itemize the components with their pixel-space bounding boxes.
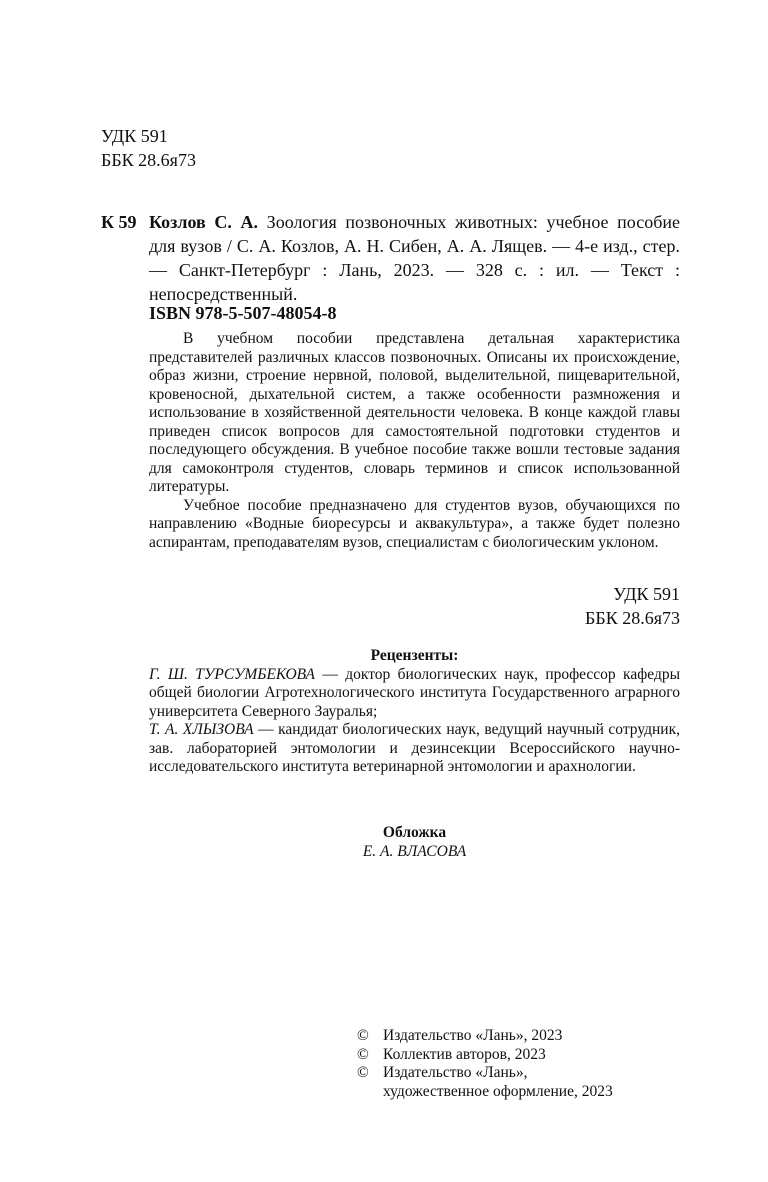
- copyright-line: [357, 1064, 613, 1083]
- copyright-symbol: ©: [357, 1045, 369, 1063]
- cover-label: Обложка: [382, 824, 447, 841]
- udk-code: УДК 591: [613, 584, 680, 604]
- abstract-paragraph: Учебное пособие предназначено для студентов вузов, обучающихся по направлению «Водные биоресурсы и аквакультура», а также будет полезно аспирантам, преподавателям вузов, специалистам с биологическим уклоном.: [149, 496, 680, 551]
- author-mark: К 59: [101, 212, 137, 232]
- cover-credit: [149, 824, 680, 861]
- copyright-line: [357, 1027, 613, 1046]
- copyright-line: [357, 1046, 613, 1065]
- copyright-text: Издательство «Лань»,: [383, 1064, 528, 1081]
- bibliographic-description: Зоология позвоночных животных: учебное пособие для вузов / С. А. Козлов, А. Н. Сибен, А. А. Лящев. — 4-е изд., стер. — Санкт-Петербург : Лань, 2023. — 328 с. : ил. — Текст : непосредственный.: [149, 212, 681, 304]
- udk-code: УДК 591: [101, 126, 168, 146]
- cover-artist: Е. А. ВЛАСОВА: [362, 842, 467, 860]
- copyright-text: Издательство «Лань», 2023: [383, 1027, 563, 1044]
- classification-codes-top: [101, 124, 196, 172]
- isbn: ISBN 978-5-507-48054-8: [149, 303, 337, 323]
- author-name: Козлов С. А.: [149, 212, 259, 232]
- bbk-code: ББК 28.6я73: [101, 150, 196, 170]
- reviewer-details: — доктор биологических наук, профессор кафедры общей биологии Агротехнологического института Государственного аграрного университета Северного Зауралья;: [149, 665, 680, 720]
- copyright-block: [357, 1027, 613, 1101]
- bibliographic-record: [149, 210, 680, 306]
- reviewer-name: Г. Ш. ТУРСУМБЕКОВА: [149, 665, 316, 683]
- reviewers-section: [149, 647, 680, 777]
- abstract-paragraph: В учебном пособии представлена детальная характеристика представителей различных классов позвоночных. Описаны их происхождение, образ жизни, строение нервной, половой, выделительной, пищеварительной, кровеносной, дыхательной систем, а также особенности размножения и использование в хозяйственной деятельности человека. В конце каждой главы приведен список вопросов для самостоятельной подготовки студентов и последующего обсуждения. В учебное пособие также вошли тестовые задания для самоконтроля студентов, словарь терминов и список использованной литературы.: [149, 330, 680, 495]
- reviewer-details: — кандидат биологических наук, ведущий научный сотрудник, зав. лабораторией энтомологии и дезинсекции Всероссийского научно-исследовательского института ветеринарной энтомологии и арахнологии.: [149, 721, 680, 775]
- reviewers-heading: Рецензенты:: [370, 647, 459, 664]
- copyright-symbol: ©: [357, 1027, 369, 1044]
- bbk-code: ББК 28.6я73: [585, 608, 680, 628]
- abstract: [149, 330, 680, 552]
- copyright-text: художественное оформление, 2023: [383, 1082, 613, 1100]
- reviewer-entry: [149, 666, 680, 722]
- copyright-line-continuation: [357, 1083, 613, 1102]
- reviewer-name: Т. А. ХЛЫЗОВА: [149, 721, 254, 738]
- copyright-symbol: ©: [357, 1064, 369, 1081]
- classification-codes-bottom: [585, 582, 680, 630]
- copyright-text: Коллектив авторов, 2023: [383, 1045, 546, 1063]
- reviewer-entry: [149, 721, 680, 777]
